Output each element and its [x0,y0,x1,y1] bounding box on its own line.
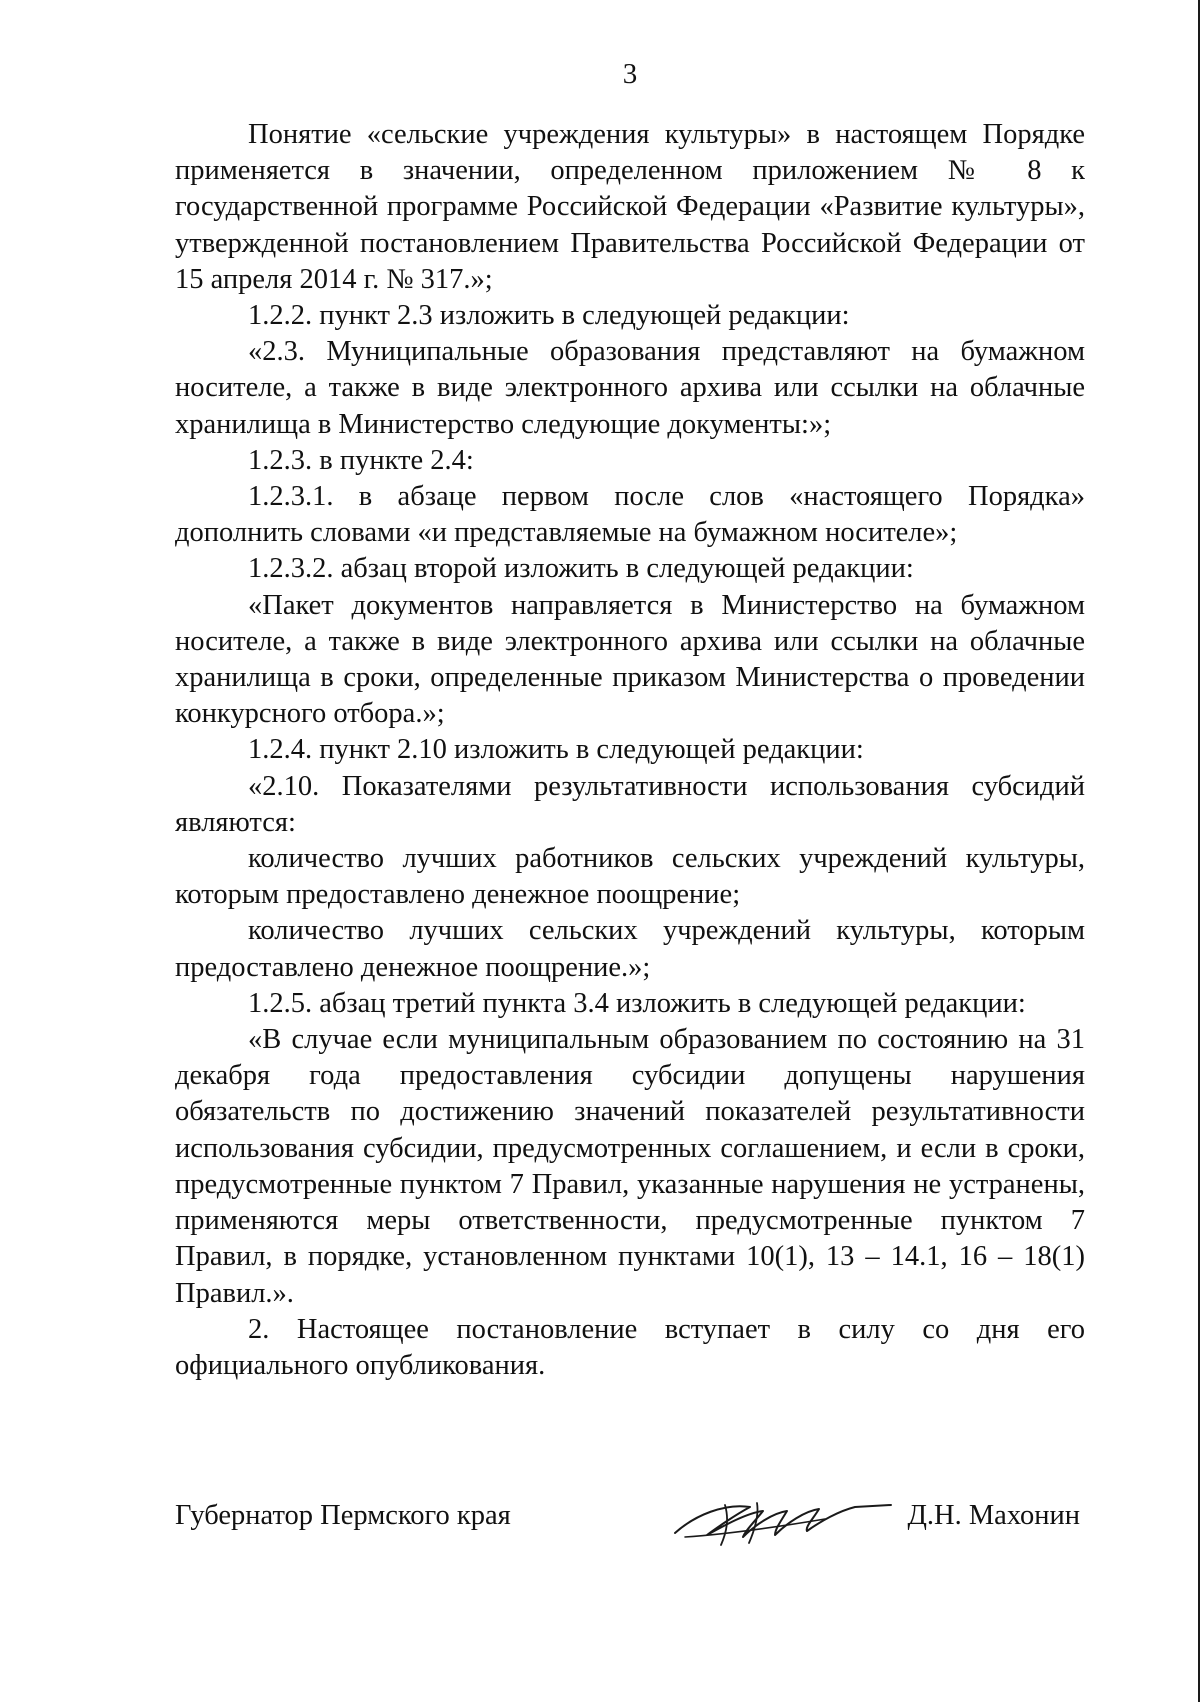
paragraph-2-10-text: «2.10. Показателями результативности использования субсидий являются: [175,770,1085,838]
paragraph-indicator-institutions: количество лучших сельских учреждений культуры, которым предоставлено денежное поощрение.»; [175,915,1085,983]
paragraph-1-2-3-2: 1.2.3.2. абзац второй изложить в следующей редакции: [248,553,914,585]
signatory-name: Д.Н. Махонин [907,1500,1080,1531]
signature-block [175,1490,1085,1570]
paragraph-definition: Понятие «сельские учреждения культуры» в настоящем Порядке применяется в значении, определенном приложением № 8 к государственной программе Российской Федерации «Развитие культуры», утвержденной постановлением Правительства Российской Федерации от 15 апреля 2014 г. № 317.»; [175,119,1085,295]
paragraph-1-2-4: 1.2.4. пункт 2.10 изложить в следующей редакции: [248,734,864,766]
paragraph-1-2-2: 1.2.2. пункт 2.3 изложить в следующей редакции: [248,300,850,332]
paragraph-1-2-3: 1.2.3. в пункте 2.4: [248,444,474,476]
handwritten-signature [655,1485,895,1555]
paragraph-effective-date: 2. Настоящее постановление вступает в силу со дня его официального опубликования. [175,1313,1085,1381]
paragraph-package-text: «Пакет документов направляется в Министерство на бумажном носителе, а также в виде электронного архива или ссылки на облачные хранилища в сроки, определенные приказом Министерства о проведении конкурсного отбора.»; [175,589,1085,730]
paragraph-2-3-text: «2.3. Муниципальные образования представляют на бумажном носителе, а также в виде электронного архива или ссылки на облачные хранилища в Министерство следующие документы:»; [175,336,1085,440]
signatory-title: Губернатор Пермского края [175,1500,511,1531]
page-number: 3 [622,58,638,90]
document-body [175,117,1085,1384]
paragraph-indicator-workers: количество лучших работников сельских учреждений культуры, которым предоставлено денежное поощрение; [175,843,1085,911]
paragraph-1-2-5: 1.2.5. абзац третий пункта 3.4 изложить в следующей редакции: [248,987,1026,1019]
paragraph-1-2-3-1: 1.2.3.1. в абзаце первом после слов «настоящего Порядка» дополнить словами «и представляемые на бумажном носителе»; [175,481,1085,549]
paragraph-violations-text: «В случае если муниципальным образованием по состоянию на 31 декабря года предоставления субсидии допущены нарушения обязательств по достижению значений показателей результативности использования субсидии, предусмотренных соглашением, и если в сроки, предусмотренные пунктом 7 Правил, указанные нарушения не устранены, применяются меры ответственности, предусмотренные пунктом 7 Правил, в порядке, установленном пунктами 10(1), 13 – 14.1, 16 – 18(1) Правил.». [175,1024,1085,1309]
